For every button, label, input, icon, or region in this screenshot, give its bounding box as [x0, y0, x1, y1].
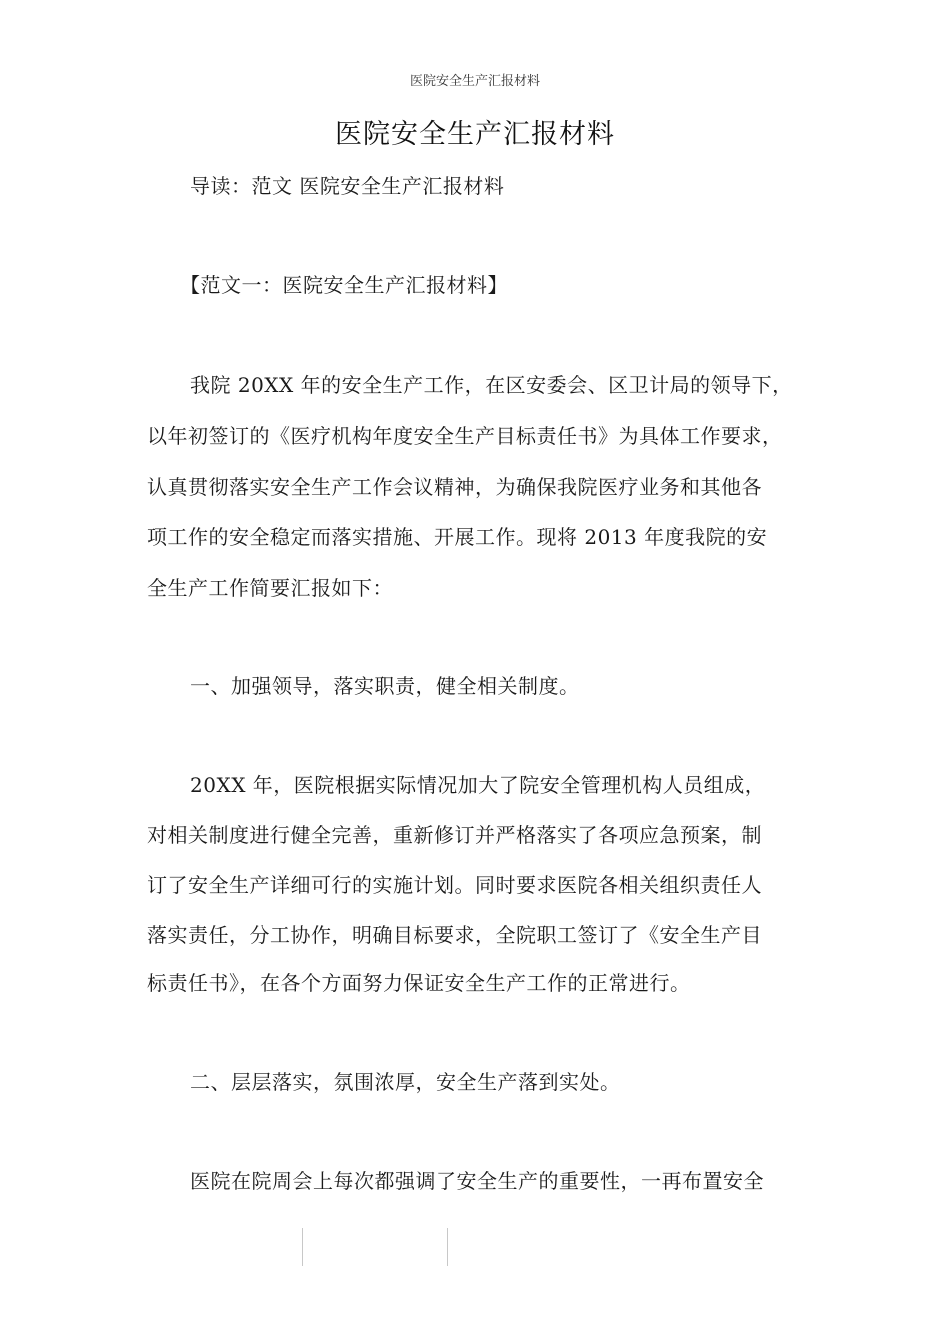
paragraph-2-line: 20XX 年，医院根据实际情况加大了院安全管理机构人员组成，	[190, 773, 766, 797]
paragraph-1-line: 认真贯彻落实安全生产工作会议精神，为确保我院医疗业务和其他各	[147, 475, 762, 499]
paragraph-1-line: 全生产工作简要汇报如下：	[147, 576, 393, 600]
footer-divider-left	[302, 1228, 303, 1266]
section-heading: 【范文一：医院安全生产汇报材料】	[180, 273, 508, 297]
footer-marks	[0, 1228, 950, 1268]
intro-line: 导读：范文 医院安全生产汇报材料	[190, 174, 505, 198]
paragraph-2-line: 订了安全生产详细可行的实施计划。同时要求医院各相关组织责任人	[147, 873, 762, 897]
paragraph-2-line: 对相关制度进行健全完善，重新修订并严格落实了各项应急预案，制	[147, 823, 762, 847]
heading-1: 一、加强领导，落实职责，健全相关制度。	[190, 674, 580, 698]
paragraph-1-line: 我院 20XX 年的安全生产工作，在区安委会、区卫计局的领导下，	[190, 373, 793, 397]
paragraph-1-line: 以年初签订的《医疗机构年度安全生产目标责任书》为具体工作要求，	[147, 424, 783, 448]
running-header: 医院安全生产汇报材料	[409, 74, 540, 89]
paragraph-3-line: 医院在院周会上每次都强调了安全生产的重要性，一再布置安全	[190, 1169, 764, 1193]
paragraph-2-line: 落实责任，分工协作，明确目标要求，全院职工签订了《安全生产目	[147, 923, 762, 947]
footer-divider-right	[447, 1228, 448, 1266]
paragraph-1-line: 项工作的安全稳定而落实措施、开展工作。现将 2013 年度我院的安	[147, 525, 768, 549]
paragraph-2-line: 标责任书》，在各个方面努力保证安全生产工作的正常进行。	[147, 971, 691, 995]
heading-2: 二、层层落实，氛围浓厚，安全生产落到实处。	[190, 1070, 621, 1094]
document-title: 医院安全生产汇报材料	[335, 119, 615, 150]
